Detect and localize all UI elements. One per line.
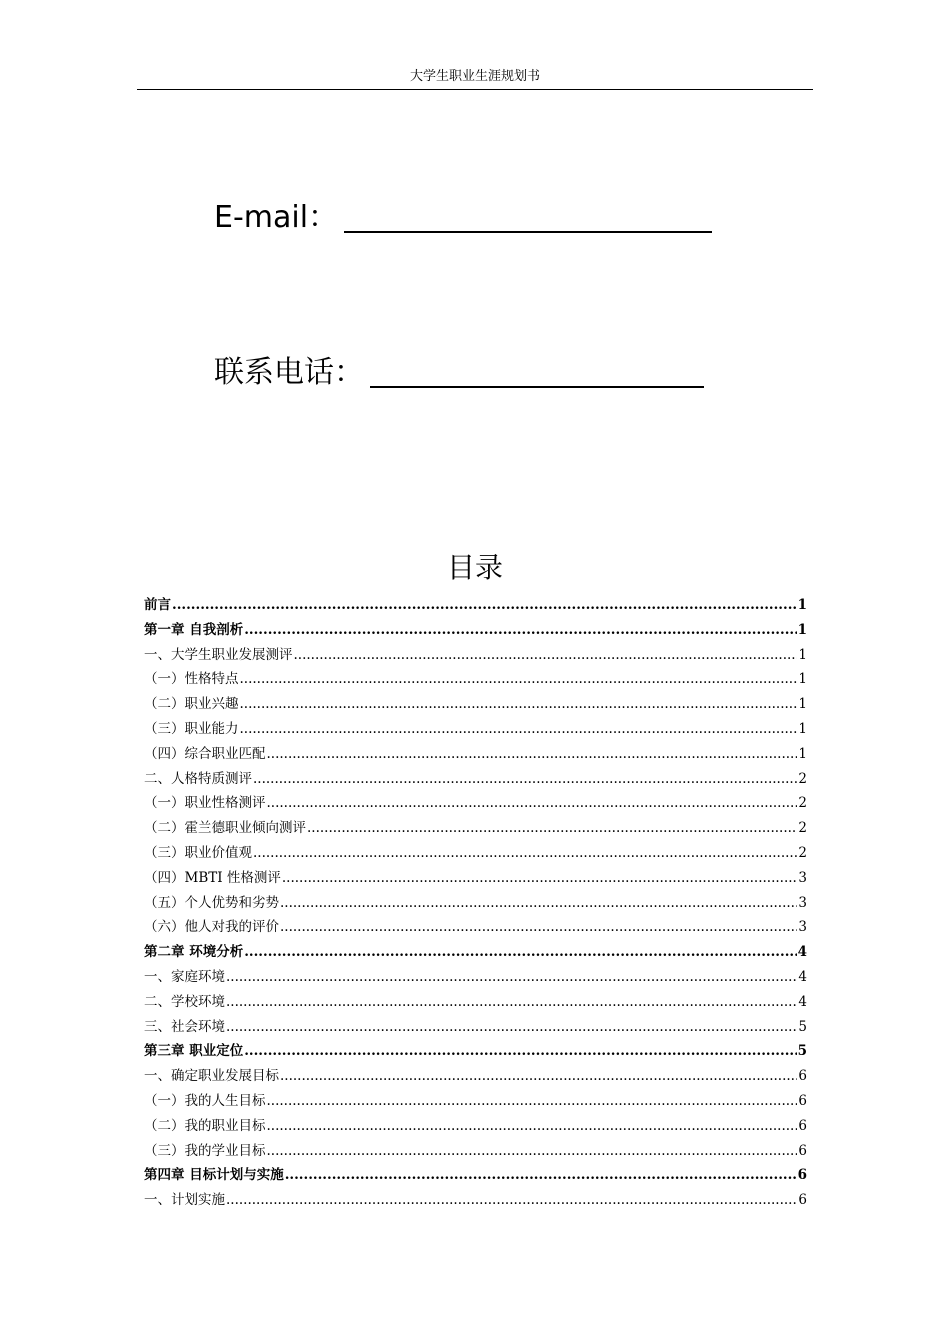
toc-entry-text: （三）职业能力 <box>144 720 239 737</box>
toc-entry[interactable] <box>144 717 807 742</box>
toc-entry-text: 第四章 目标计划与实施 <box>144 1167 284 1184</box>
toc-entry[interactable] <box>144 767 807 792</box>
toc-entry-text: 一、计划实施 <box>144 1192 225 1209</box>
toc-entry-text: （三）职业价值观 <box>144 844 252 861</box>
toc-entry[interactable] <box>144 1039 807 1064</box>
toc-leader-dots <box>226 1015 797 1040</box>
toc-entry-text: （五）个人优势和劣势 <box>144 894 279 911</box>
toc-leader-dots <box>267 1089 798 1114</box>
toc-leader-dots <box>244 940 796 965</box>
phone-field <box>214 355 704 391</box>
toc-leader-dots <box>282 866 798 891</box>
email-blank-line <box>344 201 712 233</box>
toc-entry[interactable] <box>144 915 807 940</box>
toc-leader-dots <box>172 593 797 618</box>
toc-entry-page: 3 <box>798 869 807 886</box>
toc-entry-page: 1 <box>798 646 807 663</box>
toc-entry[interactable] <box>144 742 807 767</box>
toc-entry-page: 2 <box>798 770 807 787</box>
toc-entry-text: 前言 <box>144 597 171 613</box>
toc-leader-dots <box>267 1139 798 1164</box>
toc-leader-dots <box>280 1064 797 1089</box>
email-label: E-mail： <box>214 200 339 235</box>
toc-leader-dots <box>253 841 797 866</box>
toc-entry-page: 4 <box>798 968 807 985</box>
page-header <box>137 68 813 90</box>
toc-entry[interactable] <box>144 816 807 841</box>
toc-entry-page: 1 <box>798 696 807 713</box>
toc-entry-text: （四）MBTI 性格测评 <box>144 869 281 886</box>
toc-entry-text: 一、确定职业发展目标 <box>144 1068 279 1085</box>
toc-entry[interactable] <box>144 643 807 668</box>
toc-entry-page: 3 <box>798 894 807 911</box>
toc-entry[interactable] <box>144 791 807 816</box>
toc-entry[interactable] <box>144 1015 807 1040</box>
toc-entry[interactable] <box>144 667 807 692</box>
toc-entry[interactable] <box>144 618 807 643</box>
toc-leader-dots <box>240 717 798 742</box>
toc-entry-page: 4 <box>798 993 807 1010</box>
toc-entry[interactable] <box>144 866 807 891</box>
toc-entry-text: 第三章 职业定位 <box>144 1043 244 1060</box>
toc-entry-text: （一）我的人生目标 <box>144 1092 266 1109</box>
toc-leader-dots <box>267 791 798 816</box>
toc-leader-dots <box>267 1114 798 1139</box>
toc-entry[interactable] <box>144 1139 807 1164</box>
toc-leader-dots <box>226 1188 797 1213</box>
toc-entry-text: （二）霍兰德职业倾向测评 <box>144 820 306 837</box>
toc-entry-text: （一）职业性格测评 <box>144 795 266 812</box>
toc-entry-text: 三、社会环境 <box>144 1018 225 1035</box>
toc-leader-dots <box>244 1039 796 1064</box>
toc-leader-dots <box>226 965 797 990</box>
toc-leader-dots <box>294 643 798 668</box>
toc-leader-dots <box>253 767 797 792</box>
toc-entry-text: 第二章 环境分析 <box>144 944 244 961</box>
toc-entry[interactable] <box>144 965 807 990</box>
phone-label: 联系电话： <box>214 355 364 390</box>
toc-entry-text: 第一章 自我剖析 <box>144 621 244 638</box>
toc-entry-page: 6 <box>798 1142 807 1159</box>
email-field <box>214 200 712 236</box>
toc-entry[interactable] <box>144 891 807 916</box>
toc-entry-page: 2 <box>798 795 807 812</box>
toc-entry-text: （二）职业兴趣 <box>144 696 239 713</box>
toc-entry-text: 二、人格特质测评 <box>144 770 252 787</box>
toc-leader-dots <box>240 667 798 692</box>
toc-entry-text: 一、家庭环境 <box>144 968 225 985</box>
toc-leader-dots <box>280 915 797 940</box>
toc-entry-page: 1 <box>797 621 807 638</box>
toc-entry-page: 6 <box>797 1167 807 1184</box>
toc-entry[interactable] <box>144 1064 807 1089</box>
toc-entry-text: （二）我的职业目标 <box>144 1117 266 1134</box>
toc-entry-page: 1 <box>797 597 807 613</box>
toc-title: 目录 <box>446 551 503 584</box>
toc-entry[interactable] <box>144 593 807 618</box>
toc-leader-dots <box>226 990 797 1015</box>
header-title: 大学生职业生涯规划书 <box>409 69 540 84</box>
toc-entry-page: 6 <box>798 1092 807 1109</box>
toc-entry-page: 6 <box>798 1192 807 1209</box>
toc-entry-page: 2 <box>798 844 807 861</box>
toc-entry-page: 6 <box>798 1117 807 1134</box>
toc-entry-page: 1 <box>798 720 807 737</box>
toc-leader-dots <box>267 742 798 767</box>
phone-blank-line <box>370 356 704 388</box>
toc-entry[interactable] <box>144 1114 807 1139</box>
toc-entry-text: （一）性格特点 <box>144 671 239 688</box>
toc-leader-dots <box>307 816 797 841</box>
toc-leader-dots <box>244 618 796 643</box>
toc-entry-page: 2 <box>798 820 807 837</box>
toc-leader-dots <box>280 891 797 916</box>
toc-entry[interactable] <box>144 1089 807 1114</box>
toc-entry[interactable] <box>144 841 807 866</box>
toc-leader-dots <box>285 1163 797 1188</box>
toc-entry-text: （六）他人对我的评价 <box>144 919 279 936</box>
toc-entry-page: 1 <box>798 671 807 688</box>
toc-entry-text: 一、大学生职业发展测评 <box>144 646 293 663</box>
toc-entry-page: 5 <box>798 1018 807 1035</box>
toc-entry-text: （四）综合职业匹配 <box>144 745 266 762</box>
toc-entry-page: 5 <box>797 1043 807 1060</box>
toc-entry-page: 4 <box>797 944 807 961</box>
toc-entry[interactable] <box>144 1188 807 1213</box>
table-of-contents <box>144 593 807 1213</box>
toc-entry-page: 1 <box>798 745 807 762</box>
toc-entry-text: 二、学校环境 <box>144 993 225 1010</box>
toc-leader-dots <box>240 692 798 717</box>
toc-entry[interactable] <box>144 692 807 717</box>
toc-entry-text: （三）我的学业目标 <box>144 1142 266 1159</box>
toc-entry-page: 3 <box>798 919 807 936</box>
toc-entry[interactable] <box>144 990 807 1015</box>
toc-entry[interactable] <box>144 1163 807 1188</box>
toc-entry-page: 6 <box>798 1068 807 1085</box>
toc-entry[interactable] <box>144 940 807 965</box>
